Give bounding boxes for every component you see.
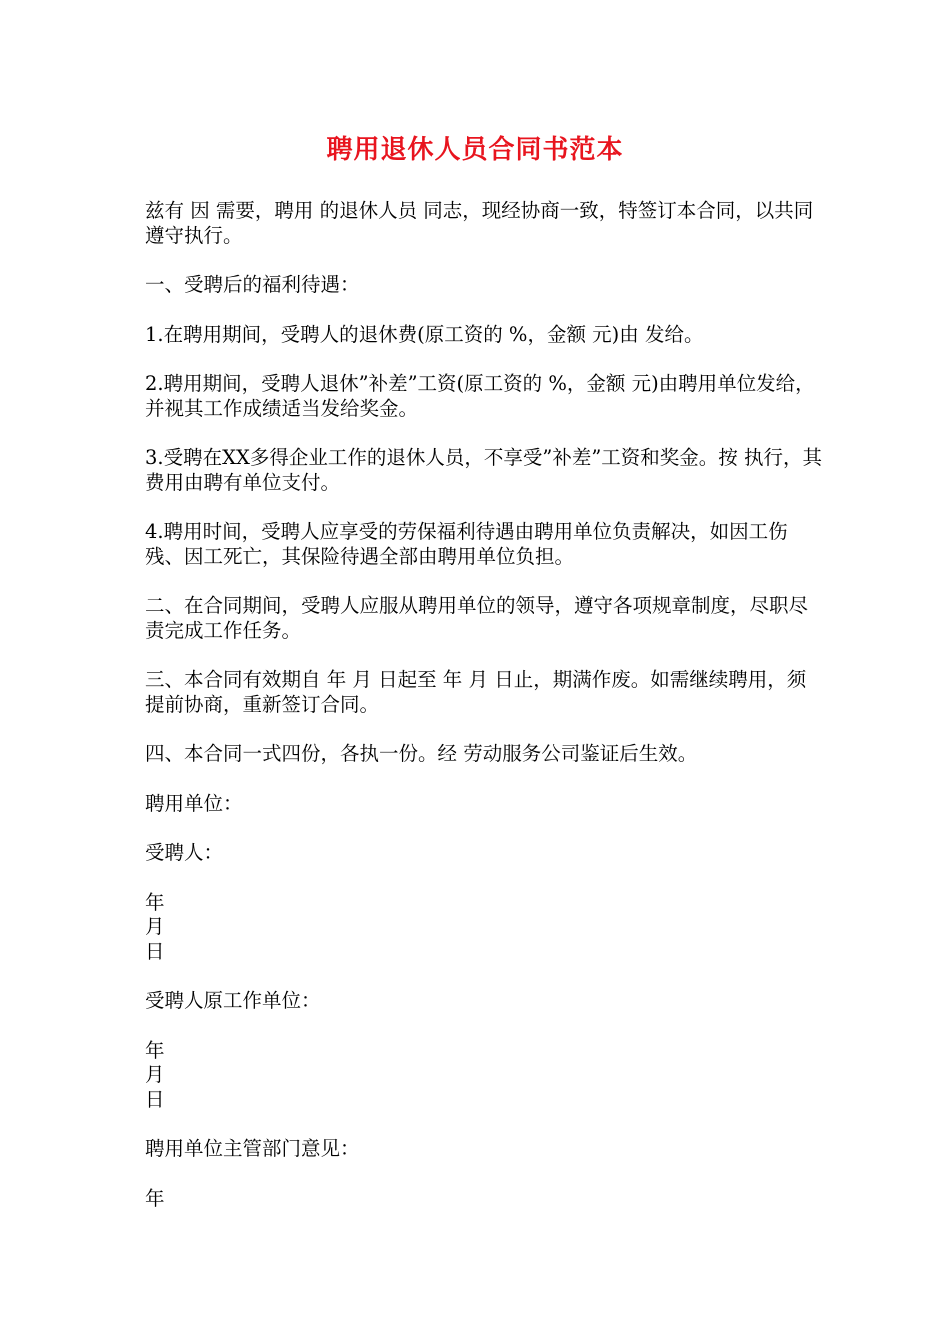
section-welfare-heading: 一、受聘后的福利待遇： bbox=[145, 273, 360, 296]
date-month-2: 月 bbox=[145, 1063, 165, 1086]
welfare-item-3: 3.受聘在XX多得企业工作的退休人员，不享受”补差”工资和奖金。按 执行，其费用由聘有单位支付。 bbox=[145, 446, 823, 494]
welfare-item-1: 1.在聘用期间，受聘人的退休费(原工资的 %，金额 元)由 发给。 bbox=[145, 322, 704, 346]
section-three-paragraph: 三、本合同有效期自 年 月 日起至 年 月 日止，期满作废。如需继续聘用，须提前协商，重新签订合同。 bbox=[145, 668, 807, 716]
date-day-2: 日 bbox=[145, 1087, 165, 1111]
section-four-paragraph: 四、本合同一式四份，各执一份。经 劳动服务公司鉴证后生效。 bbox=[145, 742, 698, 765]
former-employer-label: 受聘人原工作单位： bbox=[145, 989, 321, 1012]
date-day-1: 日 bbox=[145, 939, 165, 963]
document-body bbox=[145, 199, 825, 1211]
intro-paragraph: 兹有 因 需要，聘用 的退休人员 同志，现经协商一致，特签订本合同，以共同遵守执行。 bbox=[145, 199, 814, 247]
welfare-item-4: 4.聘用时间，受聘人应享受的劳保福利待遇由聘用单位负责解决，如因工伤残、因工死亡，其保险待遇全部由聘用单位负担。 bbox=[145, 520, 788, 568]
document-title: 聘用退休人员合同书范本 bbox=[326, 135, 624, 165]
date-year-3: 年 bbox=[145, 1186, 165, 1210]
date-month-1: 月 bbox=[145, 915, 165, 938]
employee-signature-label: 受聘人： bbox=[145, 841, 224, 864]
authority-opinion-label: 聘用单位主管部门意见： bbox=[145, 1137, 360, 1160]
welfare-item-2: 2.聘用期间，受聘人退休”补差”工资(原工资的 %，金额 元)由聘用单位发给，并视其工作成绩适当发给奖金。 bbox=[145, 372, 815, 420]
employer-signature-label: 聘用单位： bbox=[145, 791, 243, 815]
date-year-2: 年 bbox=[145, 1038, 165, 1062]
section-two-paragraph: 二、在合同期间，受聘人应服从聘用单位的领导，遵守各项规章制度，尽职尽责完成工作任务。 bbox=[145, 594, 809, 642]
date-year-1: 年 bbox=[145, 890, 165, 914]
